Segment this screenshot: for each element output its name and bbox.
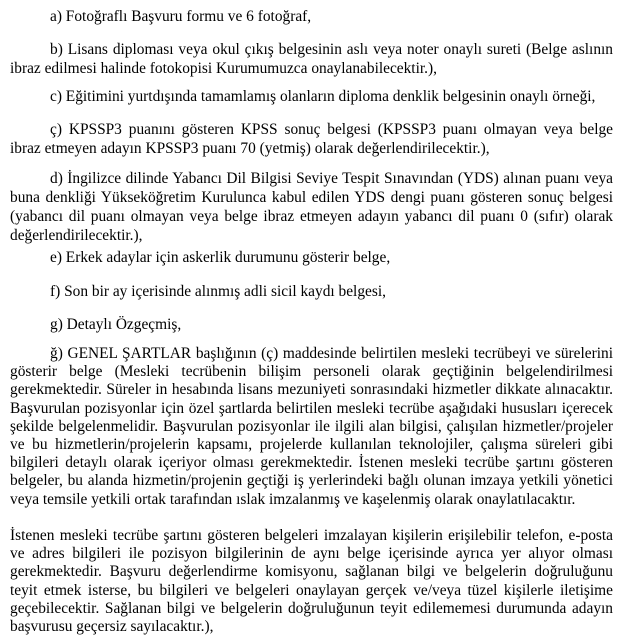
item-g-cv: g) Detaylı Özgeçmiş, [50, 316, 182, 333]
item-f-criminal-record: f) Son bir ay içerisinde alınmış adli sicil kaydı belgesi, [50, 283, 386, 300]
item-e-military: e) Erkek adaylar için askerlik durumunu gösterir belge, [50, 249, 391, 266]
item-experience-verification: İstenen mesleki tecrübe şartını gösteren belgeleri imzalayan kişilerin erişilebilir telefon, e-posta ve adres bilgileri ile pozisyon bilgilerinin de aynı belge içerisinde ayrıca yer alıyor olması gerekmektedir. Başvuru değerlendirme komisyonu, sağlanan bilgi ve belgelerin doğruluğunu teyit etmek isterse, bu bilgileri ve belgeleri onaylayan gerçek ve/veya tüzel kişilerle iletişime geçebilecektir. Sağlanan bilgi ve belgelerin doğruluğunun teyit edilememesi durumunda adayın başvurusu geçersiz sayılacaktır.), [10, 527, 613, 636]
item-b-diploma: b) Lisans diploması veya okul çıkış belgesinin aslı veya noter onaylı sureti (Belge aslının ibraz edilmesi halinde fotokopisi Kurumumuzca onaylanabilecektir.), [10, 41, 613, 77]
item-a-photo-form: a) Fotoğraflı Başvuru formu ve 6 fotoğraf, [50, 8, 312, 25]
item-gg-experience: ğ) GENEL ŞARTLAR başlığının (ç) maddesinde belirtilen mesleki tecrübeyi ve sürelerini gösterir belge (Mesleki tecrübenin bilişim personeli olarak geçtiğinin belgelendirilmesi gerekmektedir. Süreler in hesabında lisans mezuniyeti sonrasındaki hizmetler dikkate alınacaktır. Başvurulan pozisyonlar için özel şartlarda belirtilen mesleki tecrübe aşağıdaki hususları içerecek şekilde belgelenmelidir. Başvurulan pozisyonlar ile ilgili alan bilgisi, çalışılan hizmetler/projeler ve bu hizmetlerin/projelerin kapsamı, projelerde kullanılan teknolojiler, çalışma süreleri gibi bilgileri detaylı olarak içeriyor olması gerekmektedir. İstenen mesleki tecrübe şartını gösteren belgeler, bu alanda hizmetin/projenin geçtiği iş yerlerindeki bağlı olunan imzaya yetkili yönetici veya temsile yetkili ortak tarafından ıslak imzalanmış ve kaşelenmiş olarak onaylatılacaktır. [10, 345, 613, 508]
item-d-yds: d) İngilizce dilinde Yabancı Dil Bilgisi Seviye Tespit Sınavından (YDS) alınan puanı veya buna denkliği Yükseköğretim Kurulunca kabul edilen YDS dengi puanı gösteren sonuç belgesi (yabancı dil puanı olmayan veya belge ibraz etmeyen adayın yabancı dil puanı 0 (sıfır) olarak değerlendirilecektir.), [10, 170, 613, 244]
item-cc-kpss: ç) KPSSP3 puanını gösteren KPSS sonuç belgesi (KPSSP3 puanı olmayan veya belge ibraz etmeyen adayın KPSSP3 puanı 70 (yetmiş) olarak değerlendirilecektir.), [10, 121, 613, 157]
item-c-equivalence: c) Eğitimini yurtdışında tamamlamış olanların diploma denklik belgesinin onaylı örneği, [50, 88, 596, 105]
